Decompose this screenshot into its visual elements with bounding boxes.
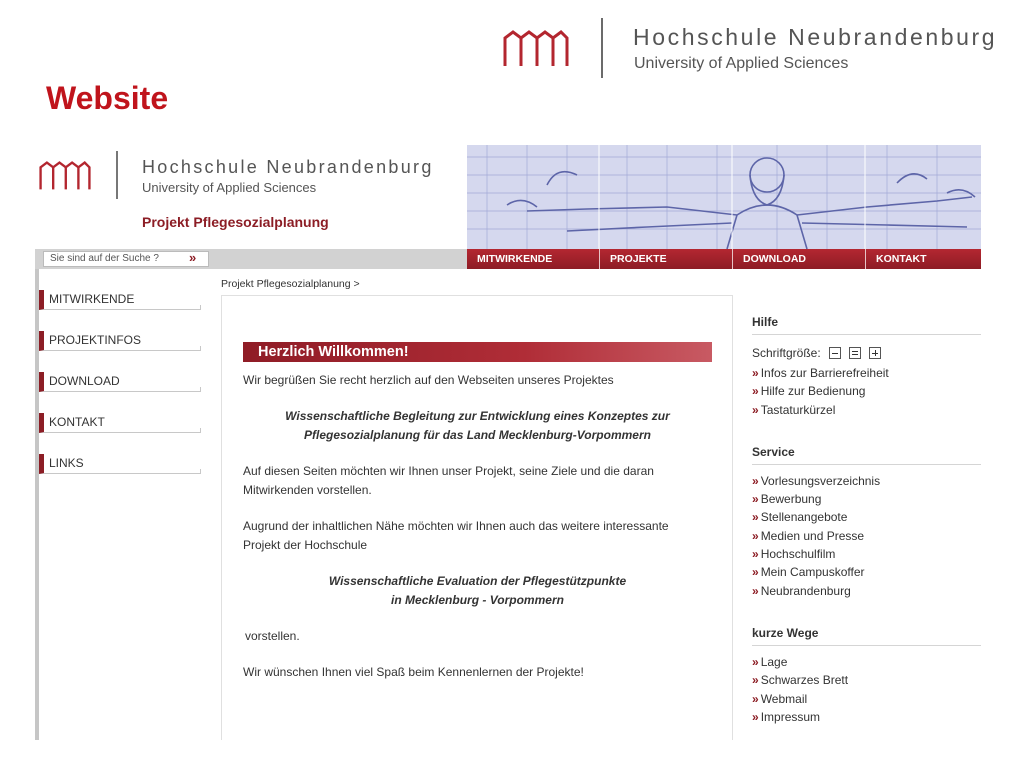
site-header [35, 145, 981, 249]
font-size-control [752, 342, 981, 364]
double-chevron-icon: » [752, 547, 758, 562]
hilfe-heading: Hilfe [752, 315, 981, 335]
kurze-wege-link[interactable]: » Lage [752, 654, 788, 669]
vorstellen-text: vorstellen. [245, 629, 300, 643]
welcome-heading: Herzlich Willkommen! [243, 342, 712, 362]
project1-title-line2: Pflegesozialplanung für das Land Mecklenburg-Vorpommern [304, 428, 651, 442]
hilfe-link[interactable]: » Hilfe zur Bedienung [752, 384, 866, 399]
service-link[interactable]: » Medien und Presse [752, 528, 865, 543]
search-go-button[interactable]: » [189, 250, 197, 265]
site-logo-subtitle: University of Applied Sciences [142, 180, 317, 195]
service-link[interactable]: » Vorlesungsverzeichnis [752, 473, 881, 488]
double-chevron-icon: » [752, 492, 758, 507]
service-link[interactable]: » Stellenangebote [752, 510, 848, 525]
paragraph-2-line1: Auf diesen Seiten möchten wir Ihnen unser Projekt, seine Ziele und die daran [243, 464, 654, 478]
font-size-label: Schriftgröße: [752, 346, 821, 360]
search-input[interactable]: Sie sind auf der Suche ? [43, 251, 209, 267]
university-logo-icon [503, 30, 569, 68]
double-chevron-icon: » [752, 583, 758, 598]
menu-item-mitwirkende[interactable]: MITWIRKENDE [477, 253, 553, 265]
kurze-wege-link[interactable]: » Webmail [752, 691, 808, 706]
font-decrease-icon[interactable] [829, 347, 841, 359]
intro-text: Wir begrüßen Sie recht herzlich auf den Webseiten unseres Projektes [243, 373, 614, 387]
paragraph-3-line1: Augrund der inhaltlichen Nähe möchten wir Ihnen auch das weitere interessante [243, 519, 669, 533]
slide-logo [503, 18, 1023, 80]
logo-separator [116, 151, 118, 199]
double-chevron-icon: » [752, 366, 758, 380]
site-navbar [35, 249, 981, 269]
service-link[interactable]: » Neubrandenburg [752, 583, 851, 598]
font-reset-icon[interactable] [849, 347, 861, 359]
vitruvian-banner-image [467, 145, 981, 249]
side-navigation [39, 290, 201, 495]
search-strip [35, 249, 467, 269]
kurze-wege-link[interactable]: » Schwarzes Brett [752, 673, 849, 688]
double-chevron-icon: » [752, 691, 758, 706]
double-chevron-icon: » [752, 654, 758, 669]
hilfe-link[interactable]: » Infos zur Barrierefreiheit [752, 366, 889, 380]
service-link[interactable]: » Bewerbung [752, 492, 822, 507]
main-menu [467, 249, 981, 269]
paragraph-3-line2: Projekt der Hochschule [243, 538, 368, 552]
logo-separator [601, 18, 603, 78]
university-logo-icon [39, 161, 91, 191]
breadcrumb[interactable]: Projekt Pflegesozialplanung > [221, 278, 360, 290]
project2-title-line2: in Mecklenburg - Vorpommern [391, 593, 564, 607]
double-chevron-icon: » [752, 510, 758, 525]
sidenav-item-links[interactable]: LINKS [39, 454, 201, 474]
project2-title-line1: Wissenschaftliche Evaluation der Pflegestützpunkte [328, 574, 627, 588]
double-chevron-icon: » [752, 565, 758, 580]
closing-text: Wir wünschen Ihnen viel Spaß beim Kennenlernen der Projekte! [243, 665, 584, 679]
menu-item-download[interactable]: DOWNLOAD [732, 249, 865, 269]
sidenav-item-kontakt[interactable]: KONTAKT [39, 413, 201, 433]
slide-logo-name: Hochschule Neubrandenburg [633, 24, 998, 50]
double-chevron-icon: » [752, 384, 758, 399]
service-heading: Service [752, 445, 981, 465]
right-column [752, 315, 981, 726]
double-chevron-icon: » [752, 473, 758, 488]
font-increase-icon[interactable] [869, 347, 881, 359]
menu-item-projekte[interactable]: PROJEKTE [599, 249, 732, 269]
kurze-wege-heading: kurze Wege [752, 626, 981, 646]
project-title: Projekt Pflegesozialplanung [142, 214, 329, 230]
service-link[interactable]: » Mein Campuskoffer [752, 565, 865, 580]
slide-logo-subtitle: University of Applied Sciences [634, 55, 849, 72]
double-chevron-icon: » [752, 673, 758, 688]
hilfe-link[interactable]: » Tastaturkürzel [752, 402, 836, 417]
project1-title-line1: Wissenschaftliche Begleitung zur Entwicklung eines Konzeptes zur [285, 409, 670, 423]
sidenav-item-projektinfos[interactable]: PROJEKTINFOS [39, 331, 201, 351]
kurze-wege-link[interactable]: » Impressum [752, 709, 821, 724]
double-chevron-icon: » [752, 709, 758, 724]
paragraph-2-line2: Mitwirkenden vorstellen. [243, 483, 372, 497]
double-chevron-icon: » [752, 402, 758, 417]
site-logo[interactable] [35, 145, 467, 249]
website-screenshot [35, 145, 981, 740]
main-content [221, 295, 733, 740]
site-logo-name: Hochschule Neubrandenburg [142, 157, 434, 177]
double-chevron-icon: » [752, 528, 758, 543]
menu-item-kontakt[interactable]: KONTAKT [865, 249, 981, 269]
service-link[interactable]: » Hochschulfilm [752, 547, 836, 562]
slide-title: Website [46, 80, 169, 116]
sidenav-item-mitwirkende[interactable]: MITWIRKENDE [39, 290, 201, 310]
sidenav-item-download[interactable]: DOWNLOAD [39, 372, 201, 392]
